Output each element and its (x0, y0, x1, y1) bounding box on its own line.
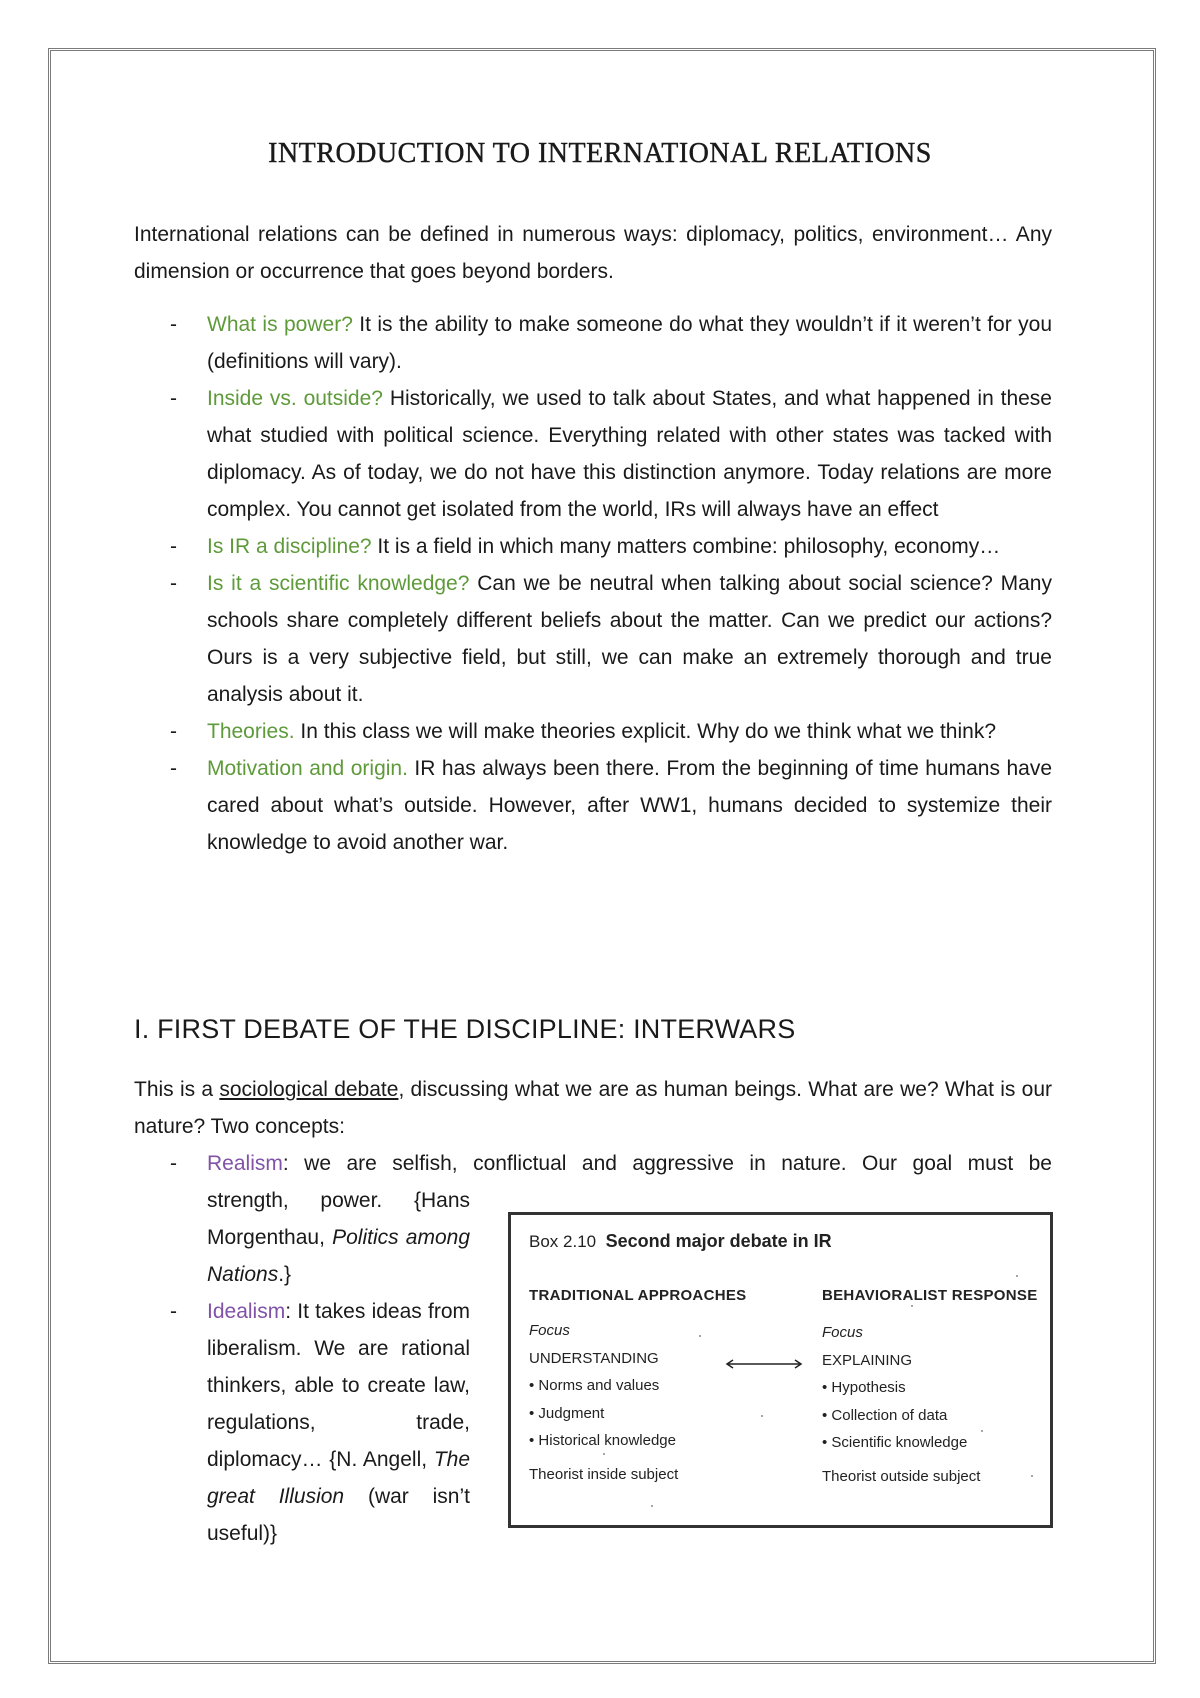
box-number: Box 2.10 (529, 1232, 597, 1251)
bullet-label: Is IR a discipline? (207, 535, 372, 558)
right-column (822, 1319, 980, 1490)
list-item-realism (134, 1145, 1052, 1182)
right-focus: Focus (822, 1324, 863, 1341)
right-footer: Theorist outside subject (822, 1467, 981, 1485)
box-heading: Second major debate in IR (605, 1231, 832, 1251)
topic-list (134, 306, 1052, 861)
scan-speck (981, 1430, 983, 1432)
bullet-text: Can we be neutral when talking about social science? Many schools share completely different beliefs about the matter. Can we predict our actions? Ours is a very subjective field, but still, we can make an extremely thorough and true analysis about it. (207, 572, 1052, 706)
left-column-heading: TRADITIONAL APPROACHES (529, 1287, 747, 1304)
section-heading: I. FIRST DEBATE OF THE DISCIPLINE: INTERWARS (134, 1014, 796, 1044)
realism-text-cont: strength, power. {Hans Morgenthau, (207, 1189, 470, 1249)
bullet-text: Historically, we used to talk about States, and what happened in these what studied with political science. Everything related with other states was tacked with diplomacy. As of today, we do not have this distinction anymore. Today relations are more complex. You cannot get isolated from the world, IRs will always have an effect (207, 387, 1052, 521)
bullet-text: It is the ability to make someone do what they wouldn’t if it weren’t for you (definitions will vary). (207, 313, 1052, 373)
list-item (134, 565, 1052, 713)
bullet-text: IR has always been there. From the beginning of time humans have cared about what’s outside. However, after WW1, humans decided to systemize their knowledge to avoid another war. (207, 757, 1052, 854)
right-main: EXPLAINING (822, 1351, 913, 1369)
left-column (529, 1317, 678, 1488)
list-item-realism-cont (134, 1182, 470, 1293)
left-item: • Norms and values (529, 1377, 660, 1394)
scan-speck (761, 1415, 763, 1417)
left-footer: Theorist inside subject (529, 1465, 679, 1483)
bullet-list-section (134, 306, 1052, 861)
left-item: • Historical knowledge (529, 1432, 676, 1449)
list-item (134, 750, 1052, 861)
right-item: • Scientific knowledge (822, 1434, 968, 1451)
document-title: INTRODUCTION TO INTERNATIONAL RELATIONS (268, 138, 932, 169)
bullet-label: Motivation and origin. (207, 757, 408, 780)
scan-speck (911, 1305, 913, 1307)
realism-text: : we are selfish, conflictual and aggressive in nature. Our goal must be (282, 1152, 1052, 1175)
bullet-text: In this class we will make theories explicit. Why do we think what we think? (294, 720, 996, 743)
scan-speck (1031, 1475, 1033, 1477)
left-focus: Focus (529, 1322, 570, 1339)
scan-speck (651, 1505, 653, 1507)
left-main: UNDERSTANDING (529, 1349, 659, 1367)
debate-box-figure (508, 1212, 1053, 1528)
concept-list-top (134, 1145, 1052, 1182)
right-column-heading: BEHAVIORALIST RESPONSE (822, 1287, 1038, 1304)
underlined-term: sociological debate (219, 1078, 399, 1101)
realism-book: Politics among Nations (207, 1226, 470, 1286)
left-item: • Judgment (529, 1404, 605, 1422)
bullet-label: What is power? (207, 313, 353, 336)
scan-speck (699, 1335, 701, 1337)
para-text: , discussing what we are as human beings. What are we? What is our nature? Two concepts: (134, 1078, 1053, 1138)
bullet-label: Theories. (207, 720, 295, 743)
list-item-idealism (134, 1293, 470, 1552)
concept-list-narrow (134, 1182, 470, 1552)
list-item (134, 380, 1052, 528)
right-item: • Collection of data (822, 1406, 948, 1424)
idealism-text-end: (war isn’t useful)} (207, 1485, 470, 1545)
list-item (134, 528, 1052, 565)
concept-list (134, 1182, 470, 1552)
bullet-label: Is it a scientific knowledge? (207, 572, 470, 595)
section1-intro (134, 1071, 1052, 1182)
scan-speck (1016, 1275, 1018, 1277)
idealism-label: Idealism (207, 1300, 286, 1323)
idealism-book: The great Illusion (207, 1448, 470, 1508)
double-arrow-icon (725, 1359, 803, 1369)
right-item: • Hypothesis (822, 1379, 906, 1396)
para-text: This is a (134, 1078, 220, 1101)
realism-text-end: .} (278, 1263, 292, 1286)
bullet-text: It is a field in which many matters combine: philosophy, economy… (371, 535, 1001, 558)
box-title (529, 1231, 832, 1252)
list-item (134, 306, 1052, 380)
list-item (134, 713, 1052, 750)
bullet-label: Inside vs. outside? (207, 387, 383, 410)
intro-section (134, 216, 1052, 290)
scan-speck (603, 1453, 605, 1455)
realism-label: Realism (207, 1152, 283, 1175)
intro-paragraph: International relations can be defined in numerous ways: diplomacy, politics, environment… Any dimension or occurrence that goes beyond borders. (134, 223, 1052, 283)
idealism-text: : It takes ideas from liberalism. We are rational thinkers, able to create law, regulations, trade, diplomacy… {N. Angell, (207, 1300, 470, 1471)
section1-paragraph (134, 1071, 1052, 1145)
